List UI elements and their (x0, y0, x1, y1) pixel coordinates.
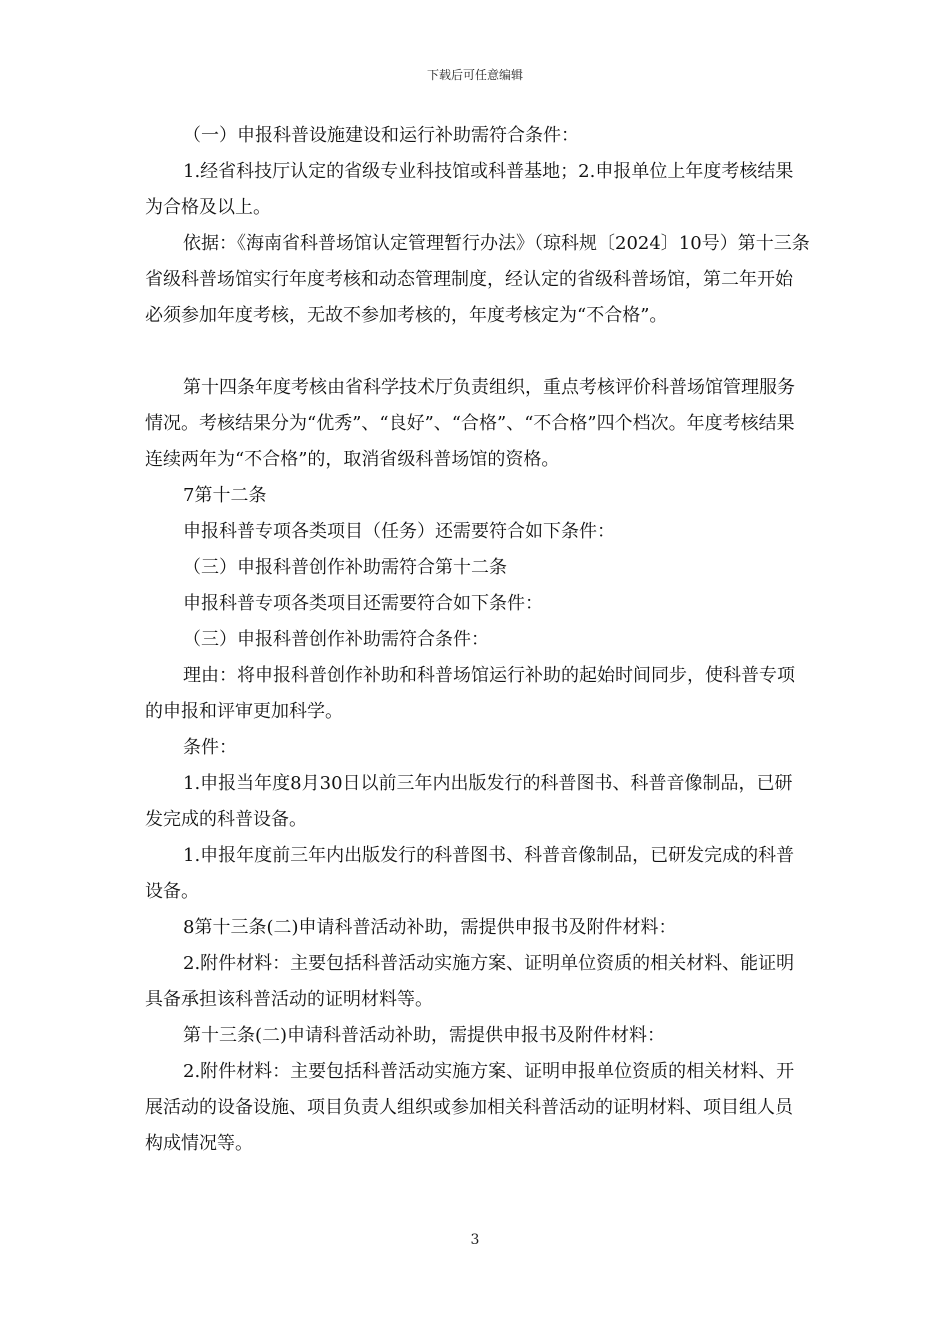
paragraph-3: 依据：《海南省科普场馆认定管理暂行办法》（琼科规〔2024〕10号）第十三条省级科普场馆实行年度考核和动态管理制度，经认定的省级科普场馆，第二年开始必须参加年度考核，无故不参加考核的，年度考核定为“不合格”。 (145, 233, 810, 326)
paragraph-12: 1.申报当年度8月30日以前三年内出版发行的科普图书、科普音像制品，已研发完成的科普设备。 (145, 773, 793, 830)
paragraph-11: 条件： (183, 737, 237, 758)
document-body (145, 118, 810, 1162)
paragraph-1: （一）申报科普设施建设和运行补助需符合条件： (183, 125, 579, 146)
paragraph-16: 第十三条(二)申请科普活动补助，需提供申报书及附件材料： (183, 1025, 666, 1046)
paragraph-4: 第十四条年度考核由省科学技术厅负责组织，重点考核评价科普场馆管理服务情况。考核结果分为“优秀”、“良好”、“合格”、“不合格”四个档次。年度考核结果连续两年为“不合格”的，取消省级科普场馆的资格。 (145, 377, 795, 470)
paragraph-7: （三）申报科普创作补助需符合第十二条 (183, 557, 507, 578)
paragraph-9: （三）申报科普创作补助需符合条件： (183, 629, 489, 650)
paragraph-8: 申报科普专项各类项目还需要符合如下条件： (183, 593, 543, 614)
paragraph-17: 2.附件材料：主要包括科普活动实施方案、证明申报单位资质的相关材料、开展活动的设备设施、项目负责人组织或参加相关科普活动的证明材料、项目组人员构成情况等。 (145, 1061, 795, 1154)
paragraph-10: 理由：将申报科普创作补助和科普场馆运行补助的起始时间同步，使科普专项的申报和评审更加科学。 (145, 665, 795, 722)
paragraph-5: 7第十二条 (183, 485, 267, 506)
paragraph-6: 申报科普专项各类项目（任务）还需要符合如下条件： (183, 521, 615, 542)
paragraph-14: 8第十三条(二)申请科普活动补助，需提供申报书及附件材料： (183, 917, 677, 938)
paragraph-13: 1.申报年度前三年内出版发行的科普图书、科普音像制品，已研发完成的科普设备。 (145, 845, 795, 902)
paragraph-spacer (145, 334, 810, 370)
paragraph-2: 1.经省科技厅认定的省级专业科技馆或科普基地；2.申报单位上年度考核结果为合格及以上。 (145, 161, 794, 218)
paragraph-15: 2.附件材料：主要包括科普活动实施方案、证明单位资质的相关材料、能证明具备承担该科普活动的证明材料等。 (145, 953, 795, 1010)
page-number: 3 (470, 1232, 480, 1248)
page-header: 下载后可任意编辑 (426, 68, 523, 82)
